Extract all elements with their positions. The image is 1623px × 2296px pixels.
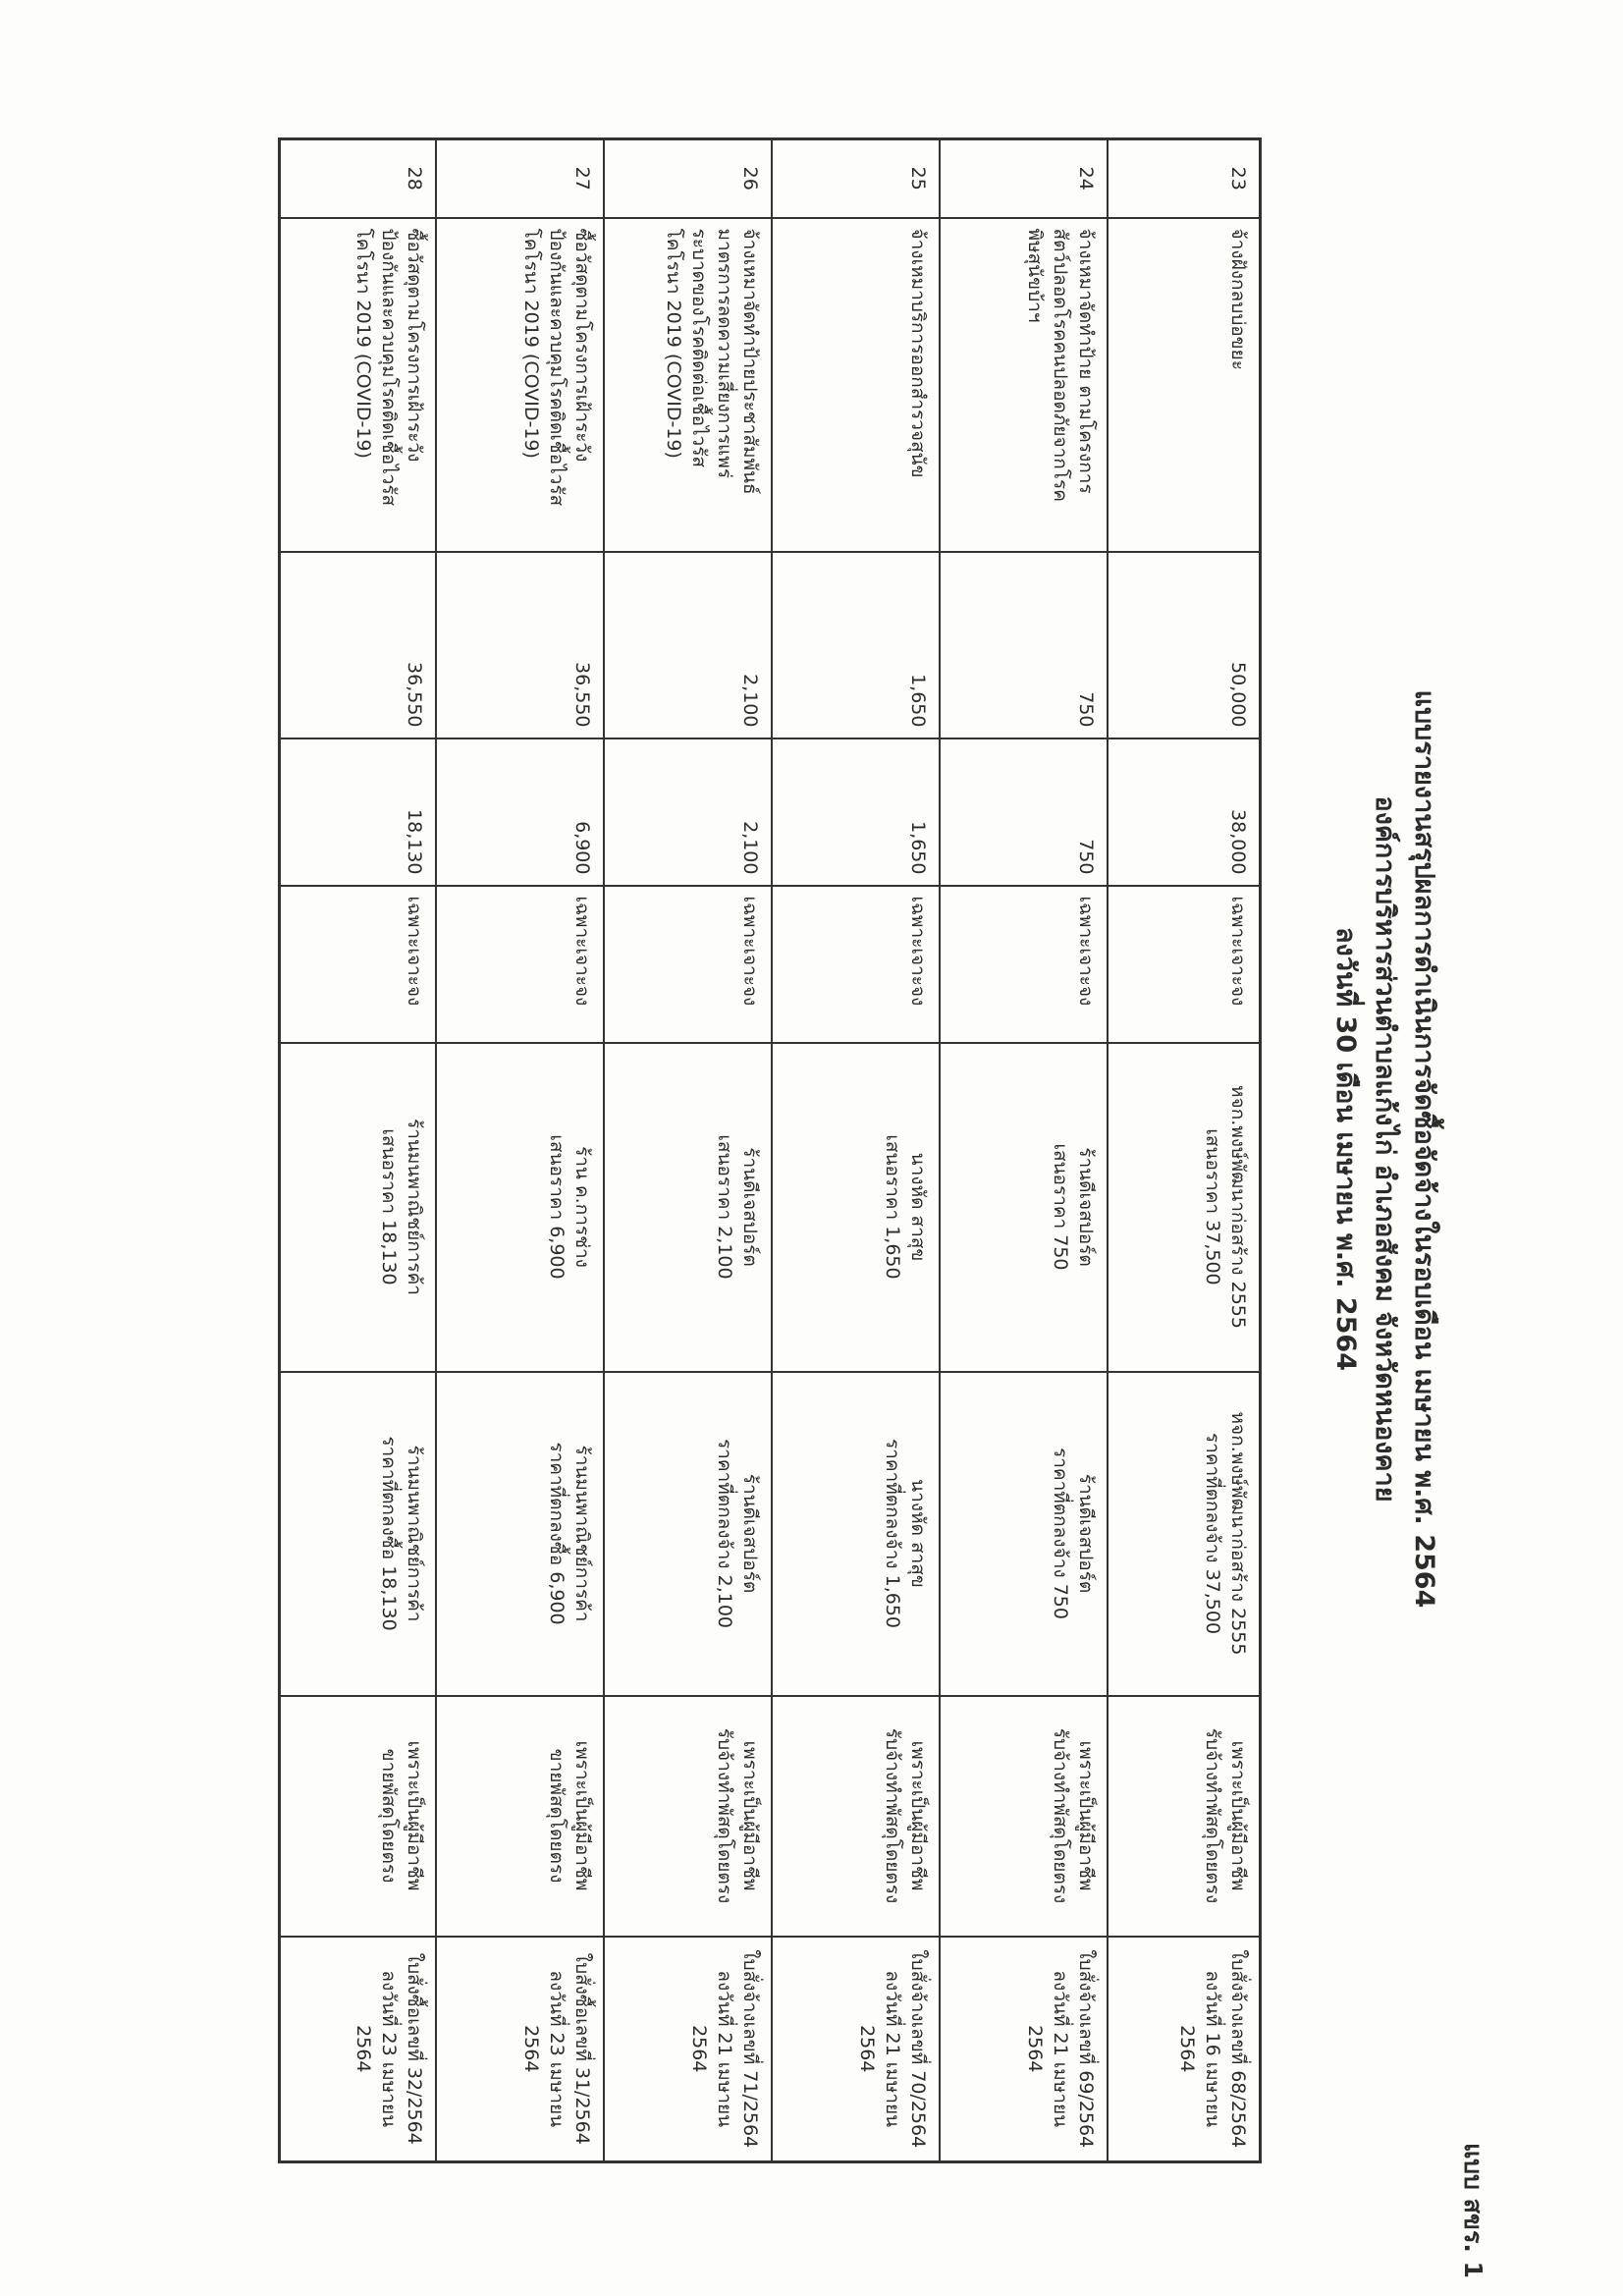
report-title: แบบรายงานสรุปผลการดำเนินการจัดซื้อจัดจ้างในรอบเดือน เมษายน พ.ศ. 2564 xyxy=(1409,689,1439,1609)
selected-vendor: ร้านมนพาณิชย์การค้า ราคาที่ตกลงซื้อ 6,900 xyxy=(437,1372,605,1696)
item-description: จ้างเหมาจัดทำป้ายประชาสัมพันธ์ มาตรการลดความเสี่ยงการแพร่ ระบาดของโรคติดต่อเชื้อไวรัส โคโรนา 2019 (COVID-19) xyxy=(605,218,773,552)
median-price: 38,000 xyxy=(1109,738,1261,886)
item-description: จ้างเหมาบริการออกสำรวจสุนัข xyxy=(773,218,941,552)
selection-reason: เพราะเป็นผู้มีอาชีพ รับจ้างทำพัสดุโดยตรง xyxy=(941,1696,1109,1937)
procurement-method: เฉพาะเจาะจง xyxy=(437,886,605,1043)
selection-reason: เพราะเป็นผู้มีอาชีพ ขายพัสดุโดยตรง xyxy=(437,1696,605,1937)
table-row xyxy=(605,139,773,2162)
selected-vendor: ร้านดีเจสปอร์ต ราคาที่ตกลงจ้าง 2,100 xyxy=(605,1372,773,1696)
selected-vendor: ร้านดีเจสปอร์ต ราคาที่ตกลงจ้าง 750 xyxy=(941,1372,1109,1696)
selected-vendor: นางหัด สาสุข ราคาที่ตกลงจ้าง 1,650 xyxy=(773,1372,941,1696)
median-price: 2,100 xyxy=(605,738,773,886)
procurement-method: เฉพาะเจาะจง xyxy=(1109,886,1261,1043)
selection-reason: เพราะเป็นผู้มีอาชีพ รับจ้างทำพัสดุโดยตรง xyxy=(773,1696,941,1937)
contract-reference: ใบสั่งจ้างเลขที่ 71/2564 ลงวันที่ 21 เมษายน 2564 xyxy=(605,1937,773,2162)
offerers: ร้านมนพาณิชย์การค้า เสนอราคา 18,130 xyxy=(280,1043,437,1372)
offerers: ร้านดีเจสปอร์ต เสนอราคา 750 xyxy=(941,1043,1109,1372)
offerers: ร้าน ค.การช่าง เสนอราคา 6,900 xyxy=(437,1043,605,1372)
offerers: หจก.พงษ์พัฒนาก่อสร้าง 2555 เสนอราคา 37,500 xyxy=(1109,1043,1261,1372)
row-number: 28 xyxy=(280,139,437,218)
row-number: 25 xyxy=(773,139,941,218)
row-number: 23 xyxy=(1109,139,1261,218)
contract-reference: ใบสั่งซื้อเลขที่ 32/2564 ลงวันที่ 23 เมษายน 2564 xyxy=(280,1937,437,2162)
budget-amount: 1,650 xyxy=(773,552,941,738)
procurement-method: เฉพาะเจาะจง xyxy=(280,886,437,1043)
median-price: 1,650 xyxy=(773,738,941,886)
contract-reference: ใบสั่งซื้อเลขที่ 31/2564 ลงวันที่ 23 เมษายน 2564 xyxy=(437,1937,605,2162)
table-row xyxy=(941,139,1109,2162)
budget-amount: 2,100 xyxy=(605,552,773,738)
median-price: 6,900 xyxy=(437,738,605,886)
item-description: จ้างเหมาจัดทำป้าย ตามโครงการ สัตว์ปลอดโรคคนปลอดภัยจากโรค พิษสุนัขบ้าฯ xyxy=(941,218,1109,552)
procurement-method: เฉพาะเจาะจง xyxy=(605,886,773,1043)
offerers: นางหัด สาสุข เสนอราคา 1,650 xyxy=(773,1043,941,1372)
form-code: แบบ สขร. 1 xyxy=(1459,2143,1488,2278)
row-number: 24 xyxy=(941,139,1109,218)
selected-vendor: หจก.พงษ์พัฒนาก่อสร้าง 2555 ราคาที่ตกลงจ้าง 37,500 xyxy=(1109,1372,1261,1696)
contract-reference: ใบสั่งจ้างเลขที่ 69/2564 ลงวันที่ 21 เมษายน 2564 xyxy=(941,1937,1109,2162)
budget-amount: 50,000 xyxy=(1109,552,1261,738)
contract-reference: ใบสั่งจ้างเลขที่ 68/2564 ลงวันที่ 16 เมษายน 2564 xyxy=(1109,1937,1261,2162)
contract-reference: ใบสั่งจ้างเลขที่ 70/2564 ลงวันที่ 21 เมษายน 2564 xyxy=(773,1937,941,2162)
item-description: ซื้อวัสดุตามโครงการเฝ้าระวัง ป้องกันและควบคุมโรคติดเชื้อไวรัส โคโรนา 2019 (COVID-19) xyxy=(437,218,605,552)
table-row xyxy=(1109,139,1261,2162)
rotated-report xyxy=(352,20,1488,2278)
median-price: 750 xyxy=(941,738,1109,886)
median-price: 18,130 xyxy=(280,738,437,886)
budget-amount: 750 xyxy=(941,552,1109,738)
procurement-table xyxy=(278,137,1262,2163)
budget-amount: 36,550 xyxy=(437,552,605,738)
row-number: 26 xyxy=(605,139,773,218)
procurement-method: เฉพาะเจาะจง xyxy=(773,886,941,1043)
item-description: จ้างฝังกลบบ่อขยะ xyxy=(1109,218,1261,552)
report-heading xyxy=(1325,20,1483,2278)
selection-reason: เพราะเป็นผู้มีอาชีพ รับจ้างทำพัสดุโดยตรง xyxy=(605,1696,773,1937)
report-date: ลงวันที่ 30 เดือน เมษายน พ.ศ. 2564 xyxy=(1330,926,1361,1371)
item-description: ซื้อวัสดุตามโครงการเฝ้าระวัง ป้องกันและควบคุมโรคติดเชื้อไวรัส โคโรนา 2019 (COVID-19) xyxy=(280,218,437,552)
selection-reason: เพราะเป็นผู้มีอาชีพ รับจ้างทำพัสดุโดยตรง xyxy=(1109,1696,1261,1937)
row-number: 27 xyxy=(437,139,605,218)
table-row xyxy=(437,139,605,2162)
organization-name: องค์การบริหารส่วนตำบลแก้งไก่ อำเภอสังคม จังหวัดหนองคาย xyxy=(1370,795,1400,1503)
table-row xyxy=(280,139,437,2162)
table-row xyxy=(773,139,941,2162)
selected-vendor: ร้านมนพาณิชย์การค้า ราคาที่ตกลงซื้อ 18,130 xyxy=(280,1372,437,1696)
offerers: ร้านดีเจสปอร์ต เสนอราคา 2,100 xyxy=(605,1043,773,1372)
selection-reason: เพราะเป็นผู้มีอาชีพ ขายพัสดุโดยตรง xyxy=(280,1696,437,1937)
procurement-method: เฉพาะเจาะจง xyxy=(941,886,1109,1043)
budget-amount: 36,550 xyxy=(280,552,437,738)
